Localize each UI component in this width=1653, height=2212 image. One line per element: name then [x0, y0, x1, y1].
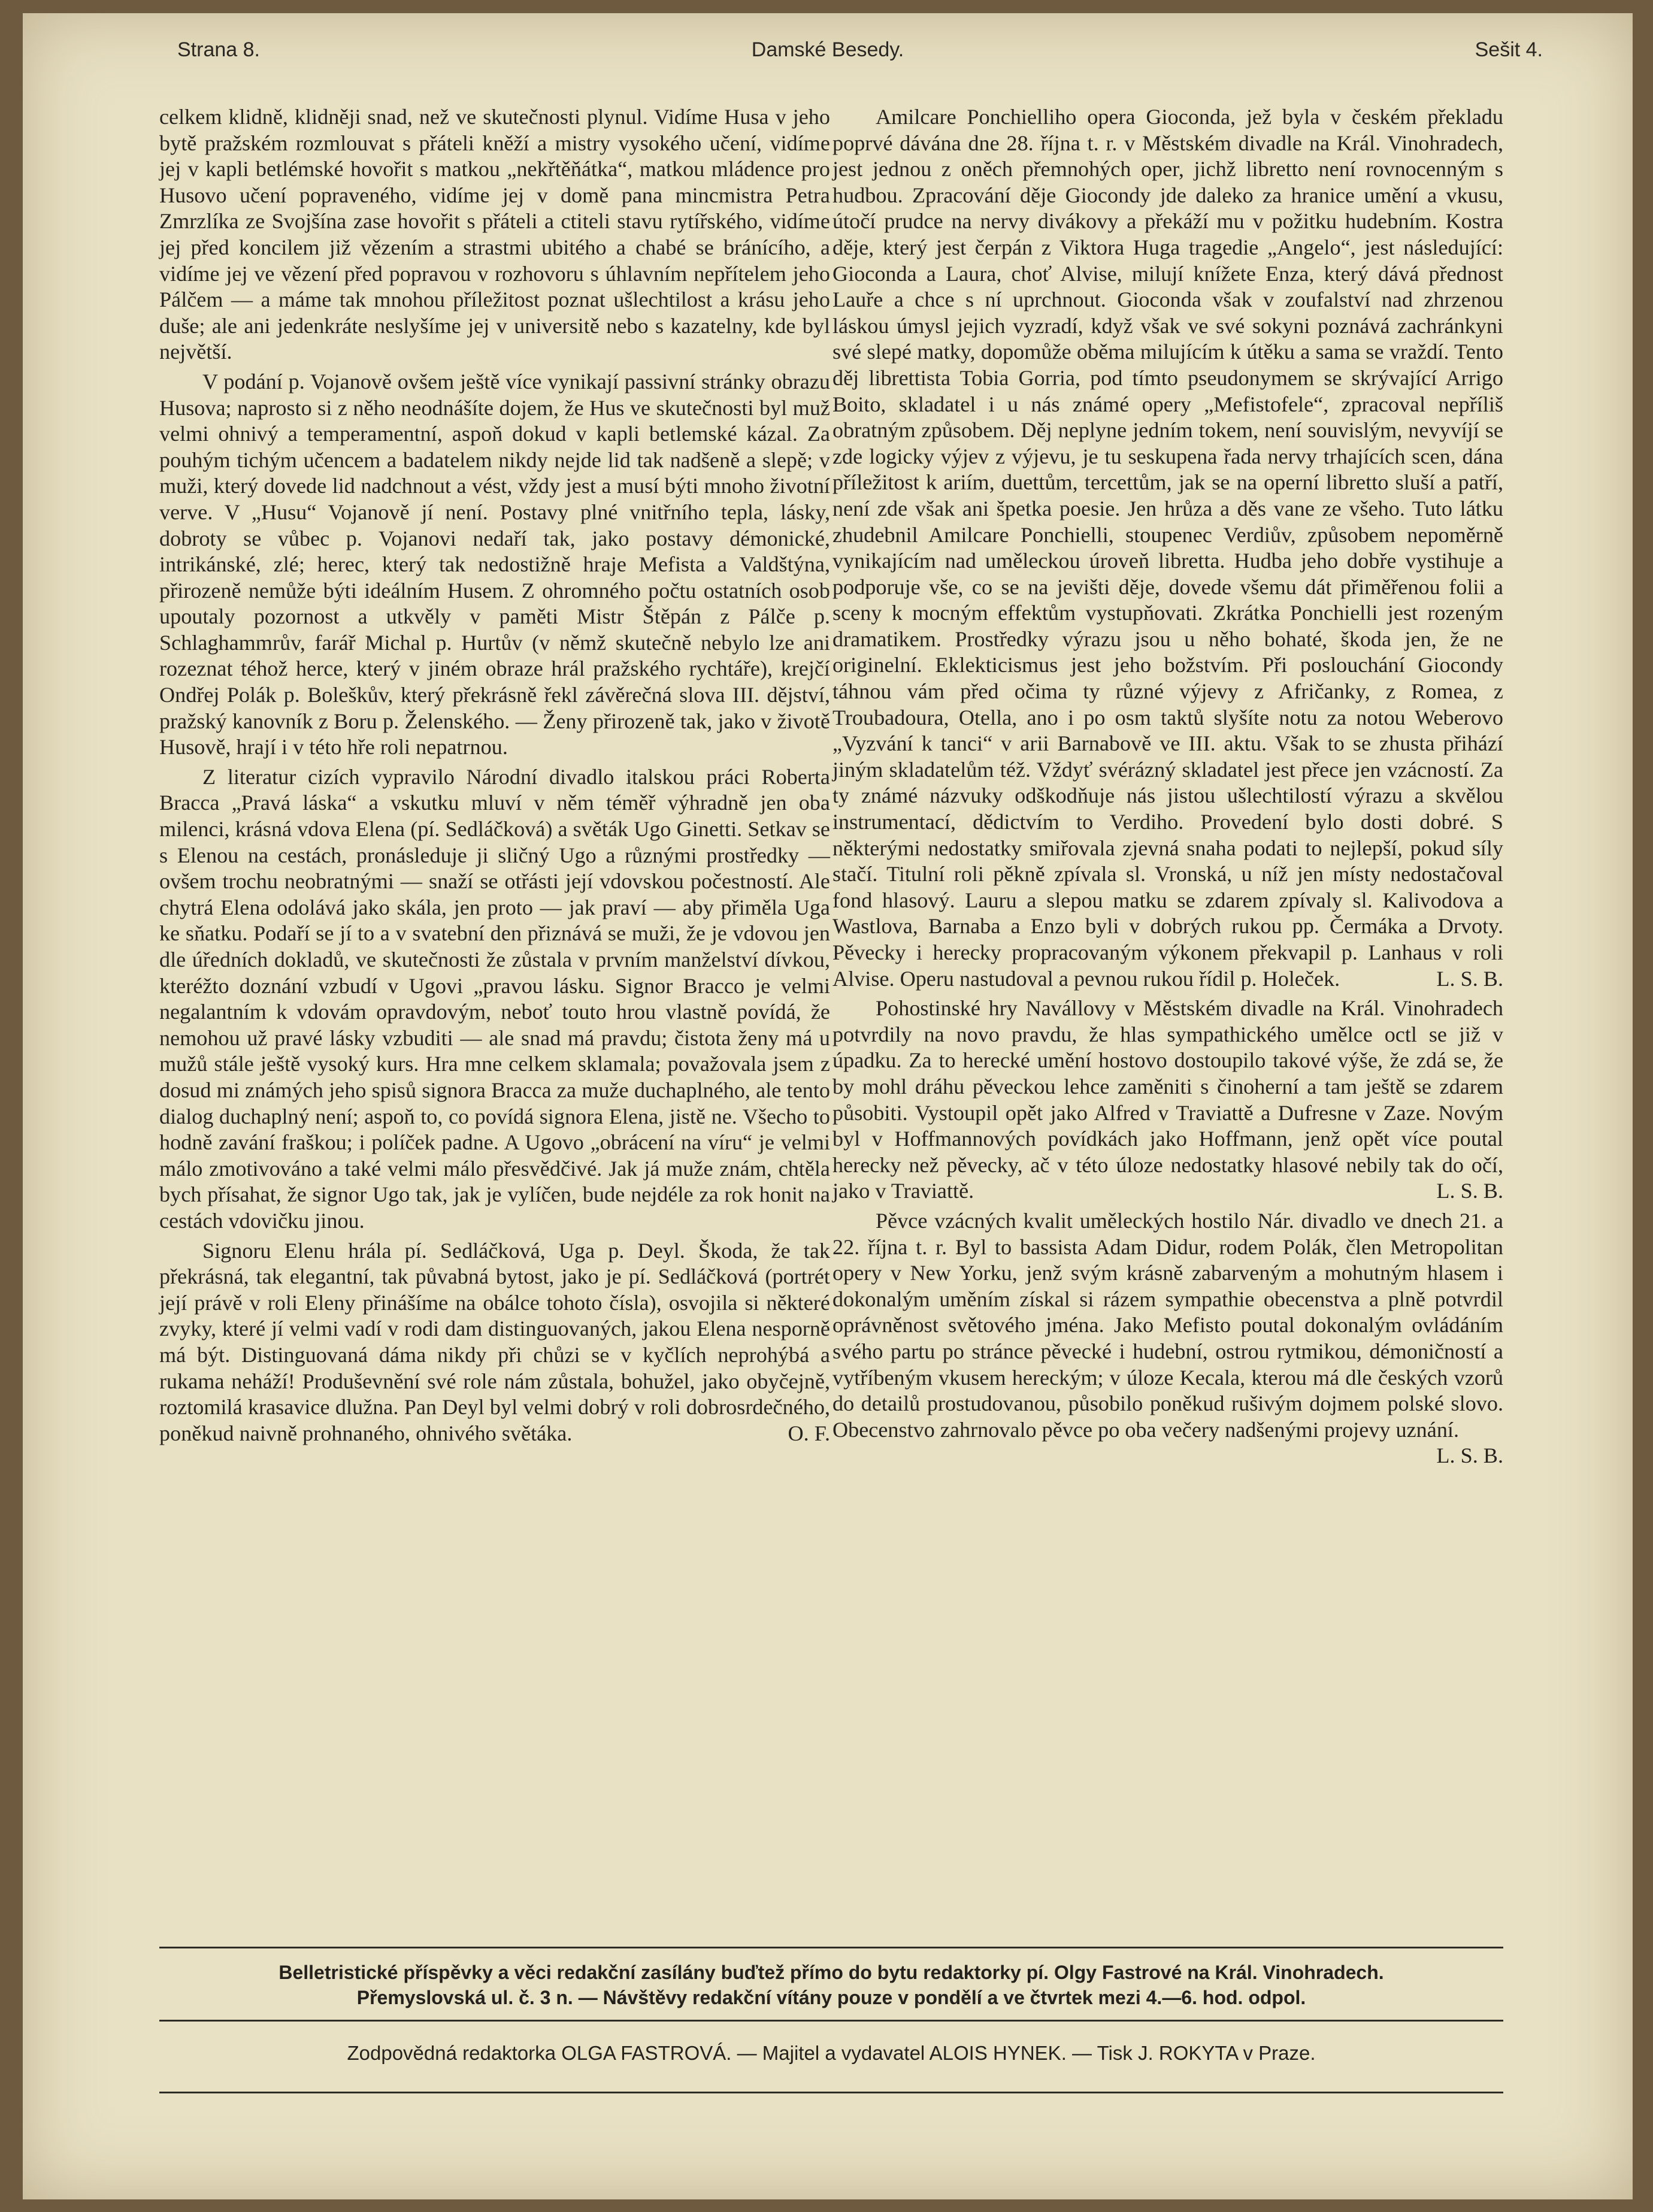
- paragraph-didur-text: Pěvce vzácných kvalit uměleckých hostilo Nár. divadlo ve dnech 21. a 22. října t. r. Byl to bassista Adam Didur, rodem Polák, člen Metropolitan opery v New Yorku, jenž svým krásně zabarveným a mohutným hlasem i dokonalým uměním získal si rázem sympathie obecenstva a plně potvrdil oprávněnost světového jména. Jako Mefisto poutal dokonalým ovládáním svého partu po stránce pěvecké i hudební, ostrou rytmikou, démoničností a vytříbeným vkusem hereckým; v úloze Kecala, kterou má dle českých vzorů do detailů prostudovanou, působilo poněkud rušivým dojmem polské slovo. Obecenstvo zahrnovalo pěvce po oba večery nadšenými projevy uznání.: [832, 1208, 1503, 1442]
- magazine-title: Damské Besedy.: [751, 38, 904, 61]
- notice-line-2: Přemyslovská ul. č. 3 n. — Návštěvy redakční vítány pouze v pondělí a ve čtvrtek mezi 4.—6. hod. odpol.: [356, 1987, 1306, 2008]
- footer-rule-middle: [159, 2020, 1503, 2022]
- signature-of: O. F.: [788, 1421, 830, 1445]
- paragraph-vojan: V podání p. Vojanově ovšem ještě více vynikají passivní stránky obrazu Husova; naprosto si z něho neodnášíte dojem, že Hus ve skutečnosti byl muž velmi ohnivý a temperamentní, aspoň dokud v kapli betlemské kázal. Za pouhým tichým učencem a badatelem nikdy nejde lid tak nadšeně a slepě; v muži, který dovede lid nadchnout a vést, vždy jest a musí býti mnoho životní verve. V „Husu“ Vojanově jí není. Postavy plné vnitřního tepla, lásky, dobroty se vůbec p. Vojanovi nedaří tak, jako postavy démonické, intrikánské, zlé; herec, který tak nedostižně hraje Mefista a Valdštýna, přirozeně nemůže býti ideálním Husem. Z ohromného počtu ostatních osob upoutaly pozornost a utkvěly v paměti Mistr Štěpán z Pálče p. Schlaghammrův, farář Michal p. Hurtův (v němž skutečně nebylo lze ani rozeznat téhož herce, který v jiném obraze hrál pražského rychtáře), krejčí Ondřej Polák p. Boleškův, který překrásně řekl závěrečná slova III. dějství, pražský kanovník z Boru p. Želenského. — Ženy přirozeně tak, jako v životě Husově, hrají i v této hře roli nepatrnou.: [159, 369, 830, 759]
- paragraph-navalova: [832, 995, 1503, 1205]
- paragraph-sedlackova: [159, 1238, 830, 1447]
- paragraph-didur: [832, 1208, 1503, 1468]
- magazine-page: [23, 13, 1633, 2199]
- paragraph-navalova-text: Pohostinské hry Navállovy v Městském divadle na Král. Vinohradech potvrdily na novo pravdu, že hlas sympathického umělce octl se již v úpadku. Za to herecké umění hostovo dostoupilo takové výše, že zdá se, že by mohl dráhu pěveckou lehce zaměniti s činoherní a tam ještě se zdarem působiti. Vystoupil opět jako Alfred v Traviattě a Dufresne v Zaze. Novým byl v Hoffmannových povídkách jako Hoffmann, jenž opět více poutal herecky než pěvecky, ač v této úloze nedostatky hlasové nebily tak do očí, jako v Traviattě.: [832, 996, 1503, 1203]
- paragraph-sedlackova-text: Signoru Elenu hrála pí. Sedláčková, Uga p. Deyl. Škoda, že tak překrásná, tak elegantní, tak půvabná bytost, jako je pí. Sedláčková (portrét její právě v roli Eleny přinášíme na obálce tohoto čísla), osvojila si některé zvyky, které jí velmi vadí v rodi dam distinguovaných, jakou Elena nesporně má být. Distinguovaná dáma nikdy při chůzi se v kyčlích neprohýbá a rukama neháží! Produševnění své role nám zůstala, bohužel, jako obyčejně, roztomilá krasavice dlužna. Pan Deyl byl velmi dobrý v roli dobrosrdečného, poněkud naivně prohnaného, ohnivého světáka.: [159, 1238, 830, 1445]
- signature-lsb-1: L. S. B.: [1436, 966, 1503, 991]
- left-column: [159, 104, 830, 1450]
- footer-rule-bottom: [159, 2092, 1503, 2093]
- footer-rule-top: [159, 1947, 1503, 1948]
- paragraph-prava-laska: Z literatur cizích vypravilo Národní divadlo italskou práci Roberta Bracca „Pravá láska“ a vskutku mluví v něm téměř výhradně jen oba milenci, krásná vdova Elena (pí. Sedláčková) a světák Ugo Ginetti. Setkav se s Elenou na cestách, pronásleduje ji sličný Ugo a různými prostředky — ovšem trochu neobratnými — snaží se otřásti její vdovskou počestností. Ale chytrá Elena odolává jako skála, jen proto — jak praví — aby přiměla Uga ke sňatku. Podaří se jí to a v svatební den přiznává se muži, že je vdovou jen dle úředních dokladů, ve skutečnosti že zůstala v prvním manželství dívkou, kteréžto doznání vzbudí v Ugovi „pravou lásku. Signor Bracco je velmi negalantním k vdovám opravdovým, neboť touto hrou vlastně povídá, že nemohou už pravé lásky vzbuditi — ale snad má pravdu; čistota ženy má u mužů stále ještě vysoký kurs. Hra mne celkem sklamala; považovala jsem z dosud mi známých jeho spisů signora Bracca za muže duchaplného, ale tento dialog duchaplný není; aspoň to, co povídá signora Elena, jistě ne. Všecho to hodně zavání fraškou; i políček padne. A Ugovo „obrácení na víru“ je velmi málo zmotivováno a také velmi málo přesvědčivé. Jak já muže znám, chtěla bych přísahat, že signor Ugo tak, jak je vylíčen, bude nejdéle za rok honit na cestách vdovičku jinou.: [159, 764, 830, 1233]
- page-number: Strana 8.: [177, 38, 260, 61]
- signature-lsb-2: L. S. B.: [1436, 1179, 1503, 1203]
- editorial-notice: [159, 1960, 1503, 2010]
- running-header: [23, 38, 1633, 74]
- issue-number: Sešit 4.: [1475, 38, 1543, 61]
- paragraph-gioconda-text: Amilcare Ponchielliho opera Gioconda, jež byla v českém překladu poprvé dávána dne 28. října t. r. v Městském divadle na Král. Vinohradech, jest jednou z oněch přemnohých oper, jichž libretto není rovnocenným s hudbou. Zpracování děje Giocondy jde daleko za hranice umění a vkusu, útočí prudce na nervy divákovy a překáží mu v požitku hudebním. Kostra děje, který jest čerpán z Viktora Huga tragedie „Angelo“, jest následující: Gioconda a Laura, choť Alvise, milují knížete Enza, který dává přednost Lauře a chce s ní uprchnout. Gioconda však v zoufalství nad zhrzenou láskou úmysl jejich vyzradí, když však ve své sokyni poznává zachránkyni své slepé matky, dopomůže oběma milujícím k útěku a sama se vraždí. Tento děj librettista Tobia Gorria, pod tímto pseudonymem se skrývající Arrigo Boito, skladatel i u nás známé opery „Mefistofele“, zpracoval nepříliš obratným způsobem. Děj neplyne jedním tokem, není souvislým, nevyvíjí se zde logicky výjev z výjevu, je tu seskupena řada nervy trhajících scen, dána příležitost k ariím, duettům, tercettům, jak se na operní libretto sluší a patří, není zde však ani špetka poesie. Jen hrůza a děs vane ze všeho. Tuto látku zhudebnil Amilcare Ponchielli, stoupenec Verdiův, způsobem nepoměrně vynikajícím nad uměleckou úroveň libretta. Hudba jeho dobře vystihuje a podporuje vše, co se na jevišti děje, dovede všemu dát přiměřenou folii a sceny k mocným effektům vystupňovati. Zkrátka Ponchielli jest rozeným dramatikem. Prostředky výrazu jsou u něho bohaté, škoda jen, že ne originelní. Eklekticismus jest jeho božstvím. Při poslouchání Giocondy táhnou vám před očima ty různé výjevy z Afričanky, z Romea, z Troubadoura, Otella, ano i po osm taktů slyšíte notu za notou Weberovo „Vyzvání k tanci“ v arii Barnabově ve III. aktu. Však to se zhusta přihází jiným skladatelům též. Vždyť svérázný skladatel jest přece jen vzácností. Za ty známé názvuky odškodňuje nás jistou ušlechtilostí výrazu a skvělou instrumentací, dědictvím to Verdiho. Provedení bylo dosti dobré. S některými nedostatky smiřovala zjevná snaha podati to nejlepší, pokud síly stačí. Titulní roli pěkně zpívala sl. Vronská, u níž jen místy nedostačoval fond hlasový. Lauru a slepou matku se zdarem zpívaly sl. Kalivodova a Wastlova, Barnaba a Enzo byli v dobrých rukou pp. Čermáka a Drvoty. Pěvecky i herecky propracovaným výkonem překvapil p. Lanhaus v roli Alvise. Operu nastudoval a pevnou rukou řídil p. Holeček.: [832, 105, 1503, 991]
- signature-lsb-3: L. S. B.: [1436, 1444, 1503, 1468]
- notice-line-1: Belletristické příspěvky a věci redakční zasílány buďtež přímo do bytu redaktorky pí. Olgy Fastrové na Král. Vinohradech.: [278, 1962, 1384, 1983]
- paragraph-hus-continued: celkem klidně, klidněji snad, než ve skutečnosti plynul. Vidíme Husa v jeho bytě pražském rozmlouvat s přáteli kněží a mistry vysokého učení, vidíme jej v kapli betlémské hovořit s matkou „nekřtěňátka“, matkou mládence pro Husovo učení popraveného, vidíme jej v domě pana mincmistra Petra Zmrzlíka ze Svojšína zase hovořit s přáteli a ctiteli stavu rytířského, vidíme jej před koncilem již vězením a strastmi ubitého a chabé se bránícího, a vidíme jej ve vězení před popravou v rozhovoru s úhlavním nepřítelem jeho Pálčem — a máme tak mnohou příležitost poznat ušlechtilost a krásu jeho duše; ale ani jedenkráte neslyšíme jej v universitě nebo s kazatelny, kde byl největší.: [159, 105, 830, 364]
- paragraph-gioconda: [832, 104, 1503, 992]
- right-column: [832, 104, 1503, 1469]
- imprint: Zodpovědná redaktorka OLGA FASTROVÁ. — Majitel a vydavatel ALOIS HYNEK. — Tisk J. ROKYTA v Praze.: [347, 2042, 1316, 2064]
